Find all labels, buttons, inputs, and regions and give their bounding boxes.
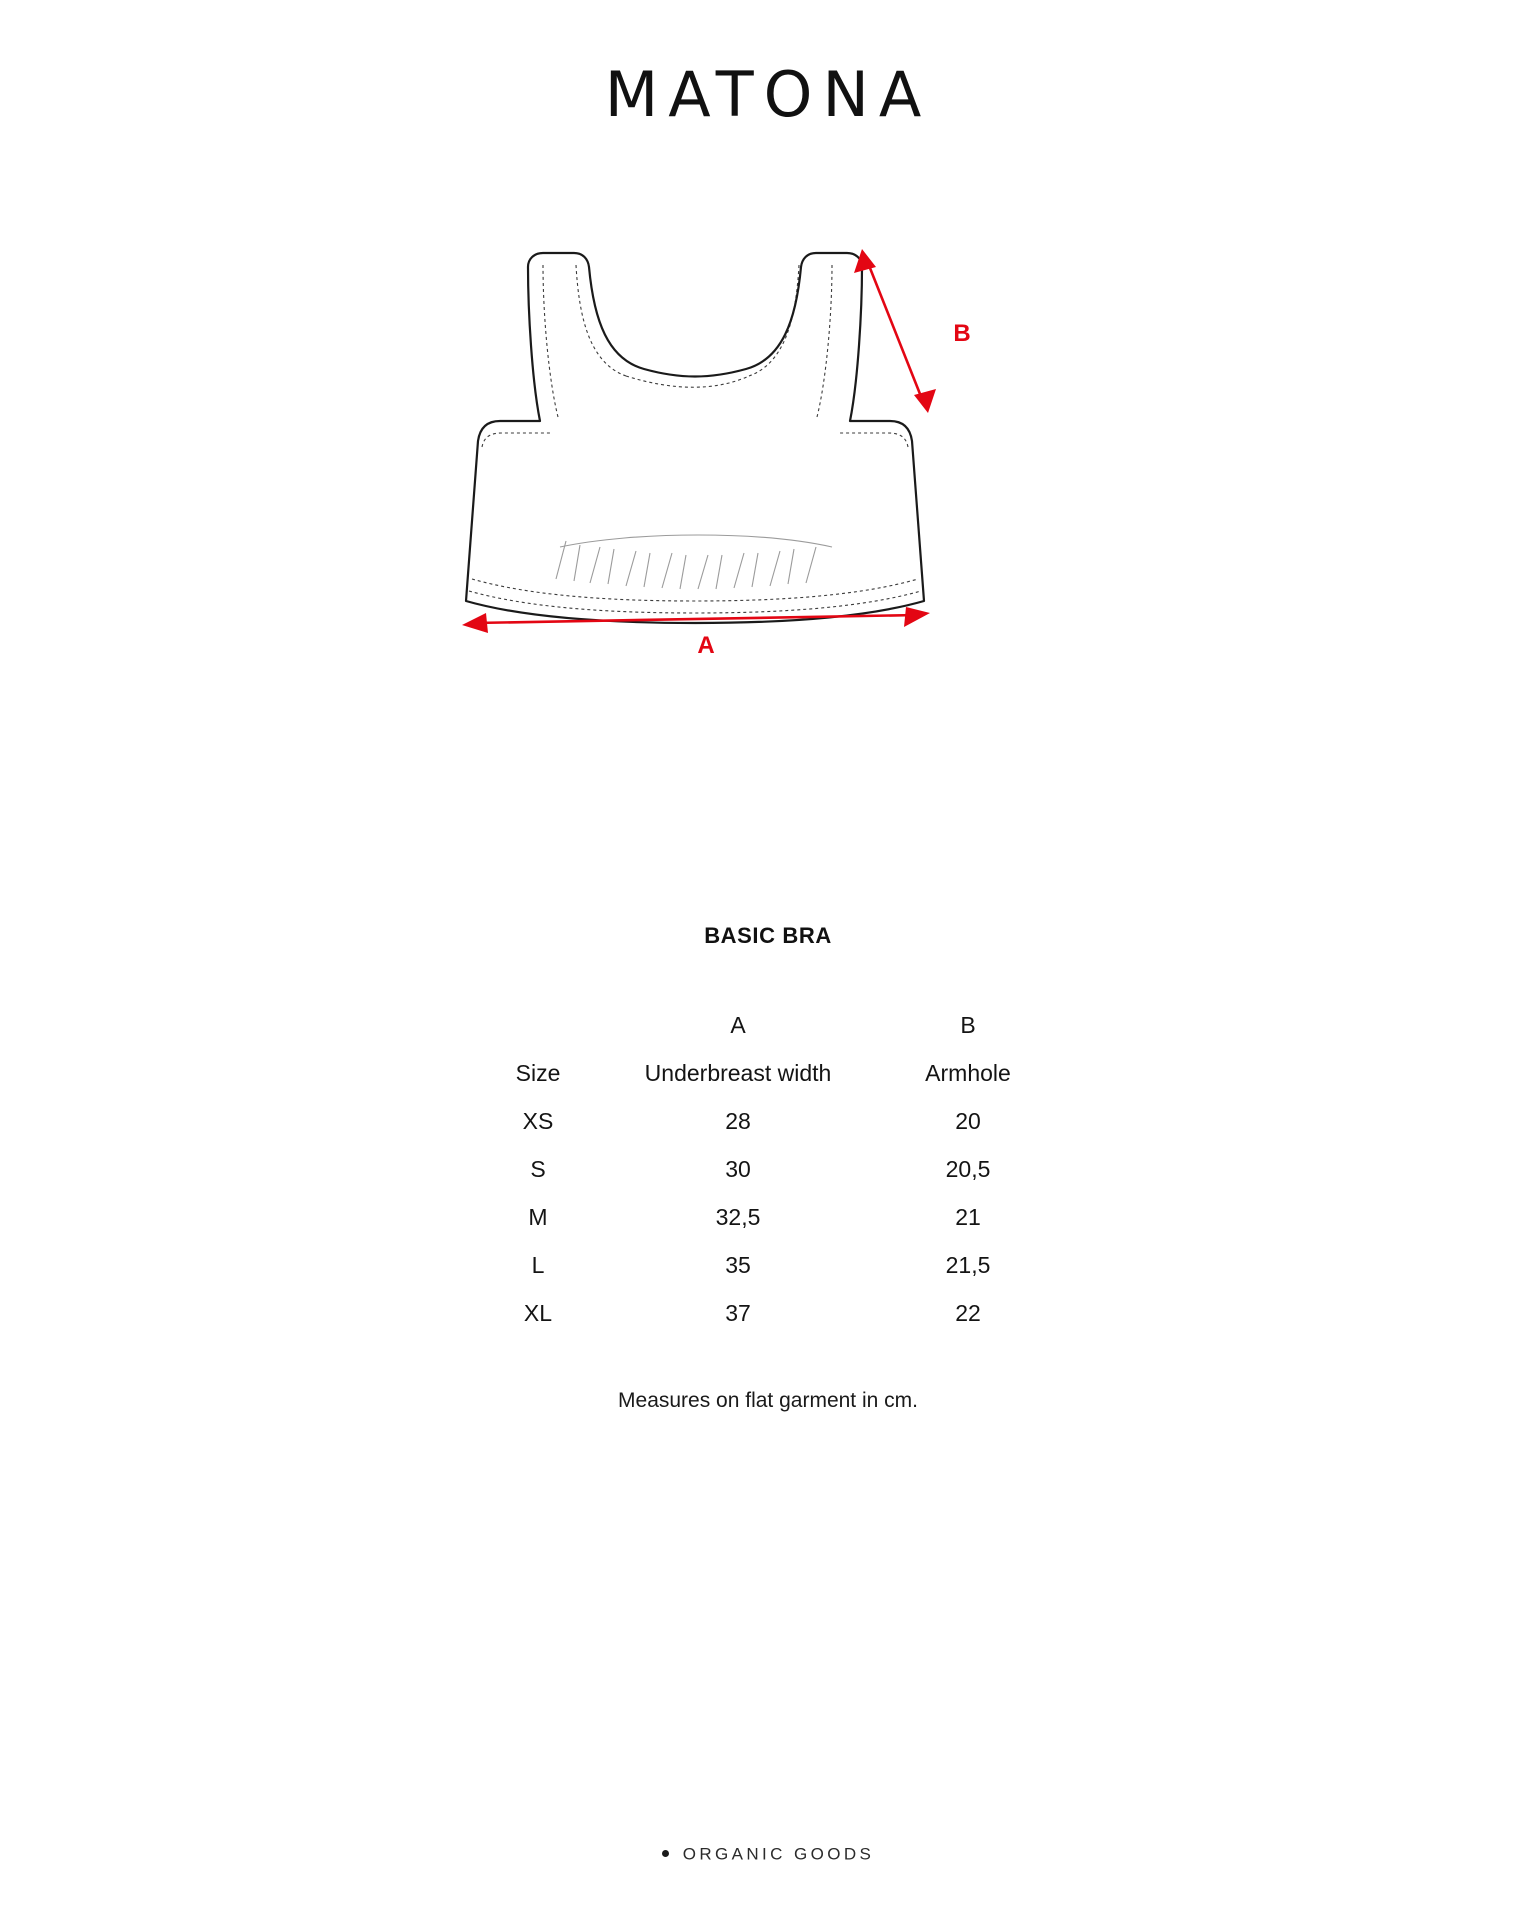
cell-underbreast-width: 35 xyxy=(725,1251,751,1278)
basic-bra-drawing xyxy=(448,241,1088,661)
letter-blank xyxy=(463,1001,613,1049)
table-row xyxy=(463,1241,1073,1289)
column-header-underbreast-width: Underbreast width xyxy=(644,1059,832,1086)
letter-b: B xyxy=(960,1011,976,1038)
cell-size: M xyxy=(528,1203,548,1230)
cell-armhole: 21 xyxy=(955,1203,981,1230)
measure-label-b: B xyxy=(953,320,971,347)
column-header-armhole: Armhole xyxy=(925,1059,1011,1086)
table-row xyxy=(463,1097,1073,1145)
brand-title: MATONA xyxy=(604,58,932,131)
cell-size: XS xyxy=(522,1107,554,1134)
measure-label-a: A xyxy=(697,632,715,659)
table-row xyxy=(463,1145,1073,1193)
cell-armhole: 20,5 xyxy=(945,1155,991,1182)
cell-underbreast-width: 32,5 xyxy=(715,1203,761,1230)
garment-illustration xyxy=(0,241,1536,661)
cell-underbreast-width: 30 xyxy=(725,1155,751,1182)
footer-tagline-text: ORGANIC GOODS xyxy=(682,1845,875,1864)
size-table xyxy=(463,1001,1073,1337)
chart-title: BASIC BRA xyxy=(704,923,832,948)
footer-tagline xyxy=(0,1844,1536,1865)
table-row xyxy=(463,1289,1073,1337)
cell-underbreast-width: 37 xyxy=(725,1299,751,1326)
table-row xyxy=(463,1193,1073,1241)
bullet-dot-icon xyxy=(662,1850,669,1857)
cell-armhole: 20 xyxy=(955,1107,981,1134)
table-row-letters xyxy=(463,1001,1073,1049)
measurement-note: Measures on flat garment in cm. xyxy=(618,1389,918,1412)
letter-a: A xyxy=(730,1011,746,1038)
cell-size: S xyxy=(530,1155,546,1182)
cell-armhole: 22 xyxy=(955,1299,981,1326)
cell-armhole: 21,5 xyxy=(945,1251,991,1278)
table-header-row xyxy=(463,1049,1073,1097)
column-header-size: Size xyxy=(515,1059,561,1086)
cell-size: XL xyxy=(523,1299,553,1326)
cell-size: L xyxy=(531,1251,545,1278)
cell-underbreast-width: 28 xyxy=(725,1107,751,1134)
